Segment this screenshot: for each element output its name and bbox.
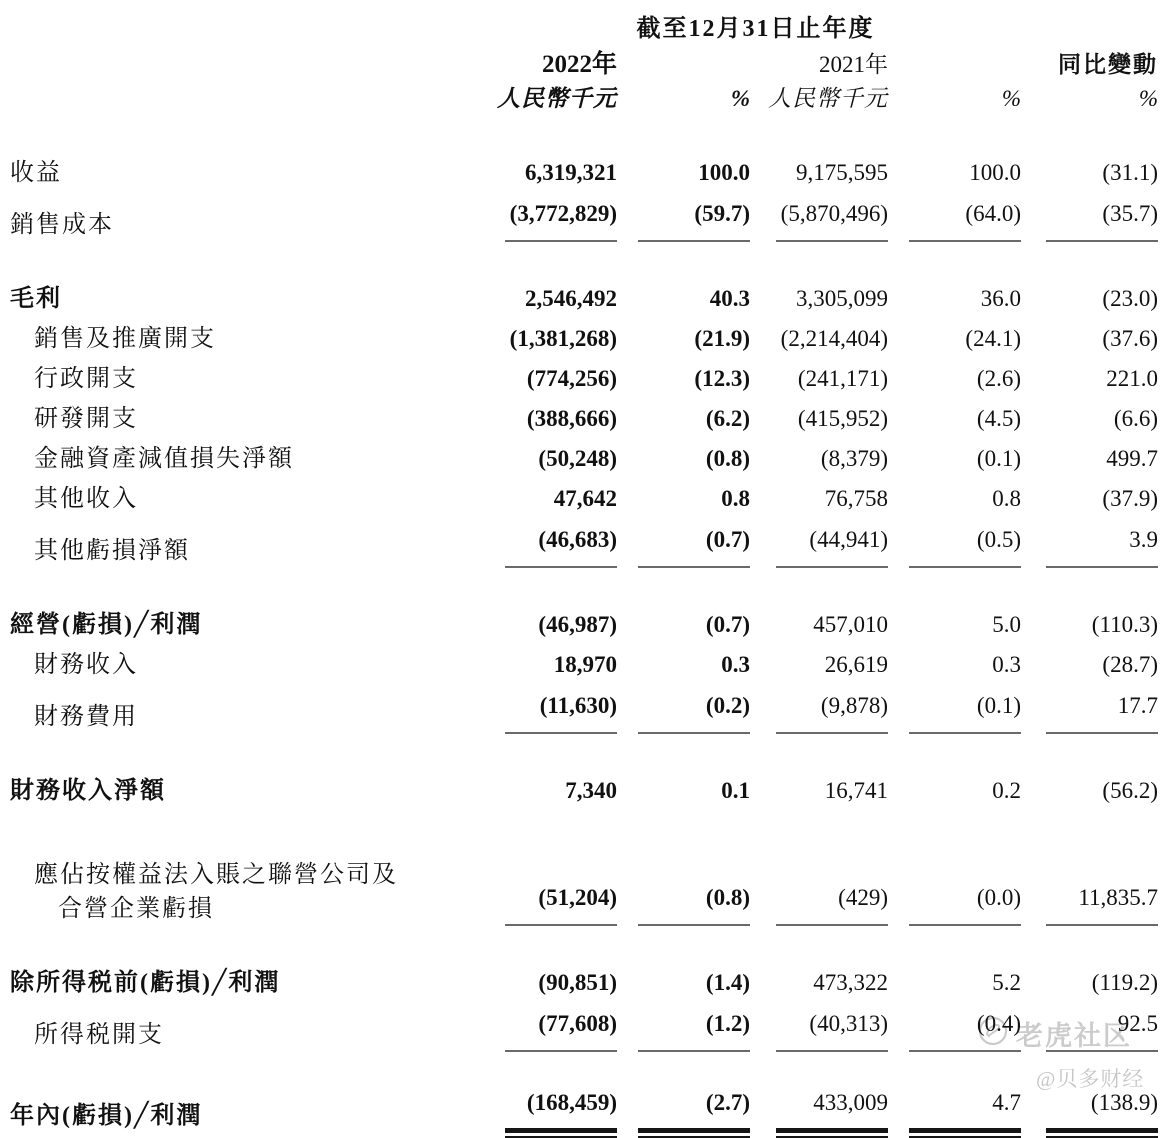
table-row-net-finance-income <box>0 768 1176 808</box>
value-2022: (774,256) <box>526 366 617 391</box>
row-label: 銷售成本 <box>10 212 114 238</box>
row-label: 金融資產減值損失淨額 <box>34 446 294 472</box>
yoy-value: (110.3) <box>1091 612 1158 637</box>
table-row-share-of-jv-losses <box>0 808 1176 926</box>
pct-2022: (1.4) <box>705 970 750 995</box>
yoy-value: 3.9 <box>1046 523 1158 568</box>
value-2022: 7,340 <box>565 778 617 803</box>
table-row-income-tax-expense <box>0 1000 1176 1052</box>
table-row-finance-costs <box>0 682 1176 734</box>
table-row-admin-expenses <box>0 356 1176 396</box>
pct-2022: (12.3) <box>694 366 750 391</box>
value-2022: (388,666) <box>526 406 617 431</box>
yoy-value: (37.9) <box>1102 486 1158 511</box>
value-2021: (415,952) <box>797 406 888 431</box>
table-row-cost-of-sales <box>0 190 1176 242</box>
row-label: 除所得税前(虧損)╱利潤 <box>10 970 281 996</box>
value-2021: (44,941) <box>776 523 888 568</box>
pct-2022: 0.3 <box>721 652 750 677</box>
pct-2021: (0.0) <box>909 881 1021 926</box>
yoy-value: (6.6) <box>1113 406 1158 431</box>
pct-2022: (1.2) <box>638 1007 750 1052</box>
table-title-row <box>0 0 1176 48</box>
header-yoy-change: 同比變動 <box>1058 52 1158 77</box>
value-2022: (46,683) <box>505 523 617 568</box>
yoy-value: 92.5 <box>1046 1007 1158 1052</box>
table-row-profit-before-tax <box>0 960 1176 1000</box>
yoy-value: 499.7 <box>1106 446 1158 471</box>
pct-2021: 4.7 <box>909 1086 1021 1133</box>
pct-2022: (6.2) <box>705 406 750 431</box>
value-2022: (90,851) <box>538 970 617 995</box>
yoy-value: 221.0 <box>1106 366 1158 391</box>
value-2021: (241,171) <box>797 366 888 391</box>
value-2022: (77,608) <box>505 1007 617 1052</box>
value-2021: 9,175,595 <box>796 160 888 185</box>
value-2022: 47,642 <box>553 486 617 511</box>
pct-2021: (0.4) <box>909 1007 1021 1052</box>
table-row-profit-for-year <box>0 1086 1176 1132</box>
value-2022: (3,772,829) <box>505 197 617 242</box>
row-label: 其他收入 <box>34 486 138 512</box>
row-label: 其他虧損淨額 <box>34 538 190 564</box>
header-year-2022: 2022年 <box>541 51 617 78</box>
pct-2021: 100.0 <box>969 160 1021 185</box>
pct-2021: (0.5) <box>909 523 1021 568</box>
pct-2021: (4.5) <box>976 406 1021 431</box>
value-2022: 6,319,321 <box>525 160 617 185</box>
pct-2021: (0.1) <box>909 689 1021 734</box>
table-row-operating-profit <box>0 602 1176 642</box>
pct-2022: (0.7) <box>638 523 750 568</box>
yoy-value: (31.1) <box>1102 160 1158 185</box>
row-label-line2: 合營企業虧損 <box>58 896 214 922</box>
pct-2022: (0.8) <box>638 881 750 926</box>
watermark-handle-label: @贝多财经 <box>1036 1067 1145 1091</box>
row-label: 銷售及推廣開支 <box>34 326 216 352</box>
value-2022: 2,546,492 <box>525 286 617 311</box>
pct-2021: (2.6) <box>976 366 1021 391</box>
value-2022: (46,987) <box>538 612 617 637</box>
header-units-row <box>0 82 1176 116</box>
yoy-value: (23.0) <box>1102 286 1158 311</box>
yoy-value: 11,835.7 <box>1046 881 1158 926</box>
yoy-value: (28.7) <box>1102 652 1158 677</box>
value-2021: 473,322 <box>813 970 888 995</box>
value-2022: (50,248) <box>538 446 617 471</box>
pct-2021: 0.3 <box>992 652 1021 677</box>
row-label: 經營(虧損)╱利潤 <box>10 612 203 638</box>
table-row-rd-expenses <box>0 396 1176 436</box>
pct-2021: (64.0) <box>909 197 1021 242</box>
pct-2022: (2.7) <box>638 1086 750 1133</box>
table-title: 截至12月31日止年度 <box>636 16 875 42</box>
value-2021: (5,870,496) <box>776 197 888 242</box>
value-2021: 457,010 <box>813 612 888 637</box>
header-pct-2022: % <box>730 86 750 111</box>
pct-2022: (21.9) <box>694 326 750 351</box>
value-2022: (168,459) <box>505 1086 617 1133</box>
pct-2021: 5.0 <box>992 612 1021 637</box>
pct-2022: 100.0 <box>698 160 750 185</box>
pct-2021: 0.2 <box>992 778 1021 803</box>
row-label: 年內(虧損)╱利潤 <box>10 1103 203 1129</box>
table-row-other-income <box>0 476 1176 516</box>
table-row-selling-expenses <box>0 316 1176 356</box>
row-label: 財務收入 <box>34 652 138 678</box>
value-2022: (1,381,268) <box>509 326 617 351</box>
row-label: 財務收入淨額 <box>10 778 166 804</box>
pct-2021: 36.0 <box>980 286 1021 311</box>
row-label: 行政開支 <box>34 366 138 392</box>
pct-2022: 0.8 <box>721 486 750 511</box>
value-2021: (2,214,404) <box>780 326 888 351</box>
table-row-finance-income <box>0 642 1176 682</box>
yoy-value: (37.6) <box>1102 326 1158 351</box>
value-2021: 76,758 <box>824 486 888 511</box>
header-unit-2021: 人民幣千元 <box>768 86 888 111</box>
table-row-gross-profit <box>0 276 1176 316</box>
pct-2022: 0.1 <box>721 778 750 803</box>
value-2022: 18,970 <box>553 652 617 677</box>
value-2021: (40,313) <box>776 1007 888 1052</box>
value-2021: 16,741 <box>824 778 888 803</box>
table-row-revenue <box>0 150 1176 190</box>
table-row-other-losses <box>0 516 1176 568</box>
row-label: 收益 <box>10 160 62 186</box>
value-2022: (11,630) <box>505 689 617 734</box>
pct-2021: 5.2 <box>992 970 1021 995</box>
row-label: 毛利 <box>10 286 62 312</box>
yoy-value: (138.9) <box>1046 1086 1158 1133</box>
value-2021: (8,379) <box>820 446 888 471</box>
pct-2022: (59.7) <box>638 197 750 242</box>
row-label: 研發開支 <box>34 406 138 432</box>
row-label: 所得税開支 <box>34 1022 164 1048</box>
pct-2021: (0.1) <box>976 446 1021 471</box>
row-label: 財務費用 <box>34 704 138 730</box>
value-2021: 433,009 <box>776 1086 888 1133</box>
header-years-row <box>0 48 1176 82</box>
yoy-value: (119.2) <box>1091 970 1158 995</box>
pct-2021: 0.8 <box>992 486 1021 511</box>
pct-2022: (0.2) <box>638 689 750 734</box>
header-unit-2022: 人民幣千元 <box>497 86 617 111</box>
pct-2022: (0.8) <box>705 446 750 471</box>
yoy-value: (35.7) <box>1046 197 1158 242</box>
value-2021: 26,619 <box>824 652 888 677</box>
header-year-2021: 2021年 <box>819 52 888 77</box>
row-label-line1: 應佔按權益法入賬之聯營公司及 <box>34 862 398 888</box>
value-2021: (9,878) <box>776 689 888 734</box>
value-2021: 3,305,099 <box>796 286 888 311</box>
watermark-community-label: 老虎社区 <box>1016 1021 1132 1051</box>
header-pct-2021: % <box>1001 86 1021 111</box>
value-2021: (429) <box>776 881 888 926</box>
table-row-impairment-losses <box>0 436 1176 476</box>
yoy-value: 17.7 <box>1046 689 1158 734</box>
yoy-value: (56.2) <box>1102 778 1158 803</box>
pct-2022: 40.3 <box>709 286 750 311</box>
pct-2022: (0.7) <box>705 612 750 637</box>
header-pct-yoy: % <box>1138 86 1158 111</box>
value-2022: (51,204) <box>505 881 617 926</box>
pct-2021: (24.1) <box>965 326 1021 351</box>
